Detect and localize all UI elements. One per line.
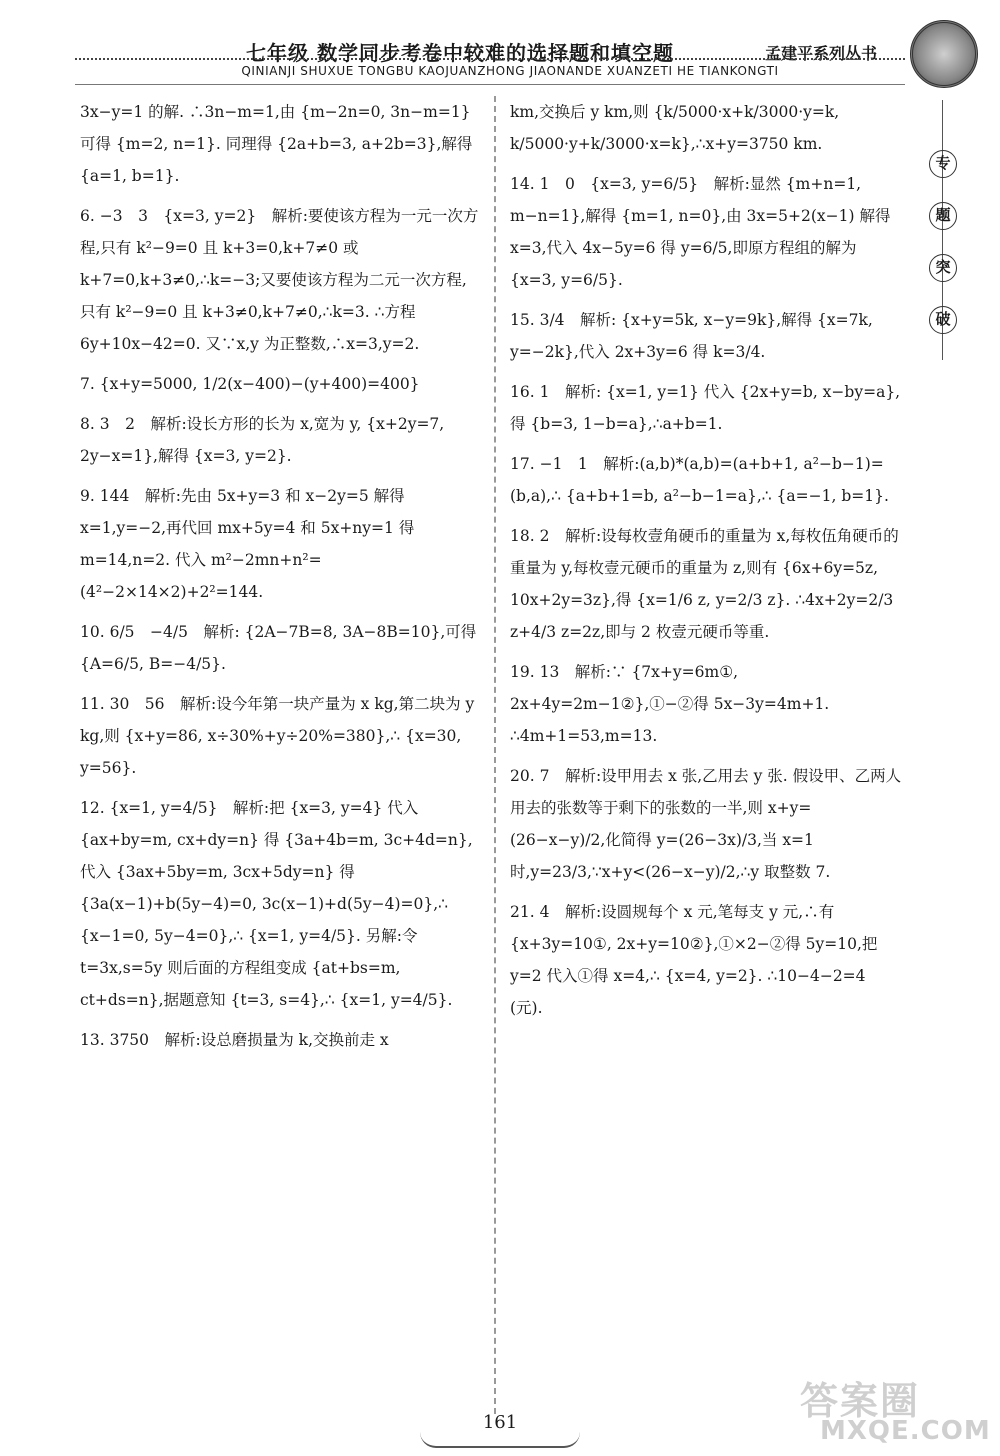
side-tab-2: 题 bbox=[929, 202, 957, 230]
watermark-url: MXQE.COM bbox=[820, 1416, 991, 1446]
answer-9: 9. 144 解析:先由 5x+y=3 和 x−2y=5 解得 x=1,y=−2,再代回 mx+5y=4 和 5x+ny=1 得 m=14,n=2. 代入 m²−2mn+n²=(4²−2×14×2)+2²=144. bbox=[80, 487, 415, 601]
answer-10: 10. 6/5 −4/5 解析: {2A−7B=8, 3A−8B=10},可得 {A=6/5, B=−4/5}. bbox=[80, 623, 477, 673]
watermark-brand: 答案圈 bbox=[800, 1379, 921, 1423]
answer-17: 17. −1 1 解析:(a,b)*(a,b)=(a+b+1, a²−b−1)=(b,a),∴ {a+b+1=b, a²−b−1=a},∴ {a=−1, b=1}. bbox=[510, 455, 889, 505]
answer-block: 3x−y=1 的解. ∴3n−m=1,由 {m−2n=0, 3n−m=1} 可得 {m=2, n=1}. 同理得 {2a+b=3, a+2b=3},解得 {a=1, b=1}. bbox=[80, 103, 473, 185]
answer-15: 15. 3/4 解析: {x+y=5k, x−y=9k},解得 {x=7k, y=−2k},代入 2x+3y=6 得 k=3/4. bbox=[510, 311, 873, 361]
column-divider bbox=[494, 96, 496, 1414]
answer-13: 13. 3750 解析:设总磨损量为 k,交换前走 x bbox=[80, 1031, 389, 1049]
left-column bbox=[80, 96, 482, 1064]
header-rule-bottom bbox=[75, 84, 905, 85]
answer-21: 21. 4 解析:设圆规每个 x 元,笔每支 y 元,∴有 {x+3y=10①, 2x+y=10②},①×2−②得 5y=10,把 y=2 代入①得 x=4,∴ {x=4, y=2}. ∴10−4−2=4 (元). bbox=[510, 903, 878, 1017]
answer-12: 12. {x=1, y=4/5} 解析:把 {x=3, y=4} 代入 {ax+by=m, cx+dy=n} 得 {3a+4b=m, 3c+4d=n},代入 {3ax+5by=m, 3cx+5dy=n} 得 {3a(x−1)+b(5y−4)=0, 3c(x−1)+d(5y−4)=0},∴ {x−1=0, 5y−4=0},∴ {x=1, y=4/5}. 另解:令 t=3x,s=5y 则后面的方程组变成 {at+bs=m, ct+ds=n},据题意知 {t=3, s=4},∴ {x=1, y=4/5}. bbox=[80, 799, 473, 1009]
header-title: 七年级 数学同步考卷中较难的选择题和填空题 bbox=[246, 41, 674, 65]
answer-13-cont: km,交换后 y km,则 {k/5000·x+k/3000·y=k, k/5000·y+k/3000·x=k},∴x+y=3750 km. bbox=[510, 103, 840, 153]
header-pinyin: QINIANJI SHUXUE TONGBU KAOJUANZHONG JIAONANDE XUANZETI HE TIANKONGTI bbox=[241, 64, 779, 78]
answer-6: 6. −3 3 {x=3, y=2} 解析:要使该方程为一元一次方程,只有 k²−9=0 且 k+3=0,k+7≠0 或 k+7=0,k+3≠0,∴k=−3;又要使该方程为二元一次方程,只有 k²−9=0 且 k+3≠0,k+7≠0,∴k=3. ∴方程 6y+10x−42=0. 又∵x,y 为正整数,∴x=3,y=2. bbox=[80, 207, 479, 353]
header-series: 孟建平系列丛书 bbox=[765, 44, 878, 63]
side-tab-3: 突 bbox=[929, 254, 957, 282]
answer-7: 7. {x+y=5000, 1/2(x−400)−(y+400)=400} bbox=[80, 375, 420, 393]
answer-18: 18. 2 解析:设每枚壹角硬币的重量为 x,每枚伍角硬币的重量为 y,每枚壹元硬币的重量为 z,则有 {6x+6y=5z, 10x+2y=3z},得 {x=1/6 z, y=2/3 z}. ∴4x+2y=2/3 z+4/3 z=2z,即与 2 枚壹元硬币等重. bbox=[510, 527, 899, 641]
header-rule bbox=[75, 58, 905, 60]
answer-16: 16. 1 解析: {x=1, y=1} 代入 {2x+y=b, x−by=a},得 {b=3, 1−b=a},∴a+b=1. bbox=[510, 383, 901, 433]
series-logo-icon bbox=[910, 20, 978, 88]
answer-8: 8. 3 2 解析:设长方形的长为 x,宽为 y, {x+2y=7, 2y−x=1},解得 {x=3, y=2}. bbox=[80, 415, 445, 465]
side-tab-1: 专 bbox=[929, 150, 957, 178]
page-number: 161 bbox=[482, 1412, 518, 1433]
answer-14: 14. 1 0 {x=3, y=6/5} 解析:显然 {m+n=1, m−n=1},解得 {m=1, n=0},由 3x=5+2(x−1) 解得 x=3,代入 4x−5y=6 得 y=6/5,即原方程组的解为 {x=3, y=6/5}. bbox=[510, 175, 891, 289]
answer-20: 20. 7 解析:设甲用去 x 张,乙用去 y 张. 假设甲、乙两人用去的张数等于剩下的张数的一半,则 x+y=(26−x−y)/2,化简得 y=(26−3x)/3,当 x=1 时,y=23/3,∵x+y<(26−x−y)/2,∴y 取整数 7. bbox=[510, 767, 902, 881]
right-column bbox=[510, 96, 902, 1032]
side-tab-4: 破 bbox=[929, 306, 957, 334]
answer-19: 19. 13 解析:∵ {7x+y=6m①, 2x+4y=2m−1②},①−②得 5x−3y=4m+1. ∴4m+1=53,m=13. bbox=[510, 663, 830, 745]
answer-11: 11. 30 56 解析:设今年第一块产量为 x kg,第二块为 y kg,则 {x+y=86, x÷30%+y÷20%=380},∴ {x=30, y=56}. bbox=[80, 695, 475, 777]
footer-ornament bbox=[420, 1432, 580, 1448]
